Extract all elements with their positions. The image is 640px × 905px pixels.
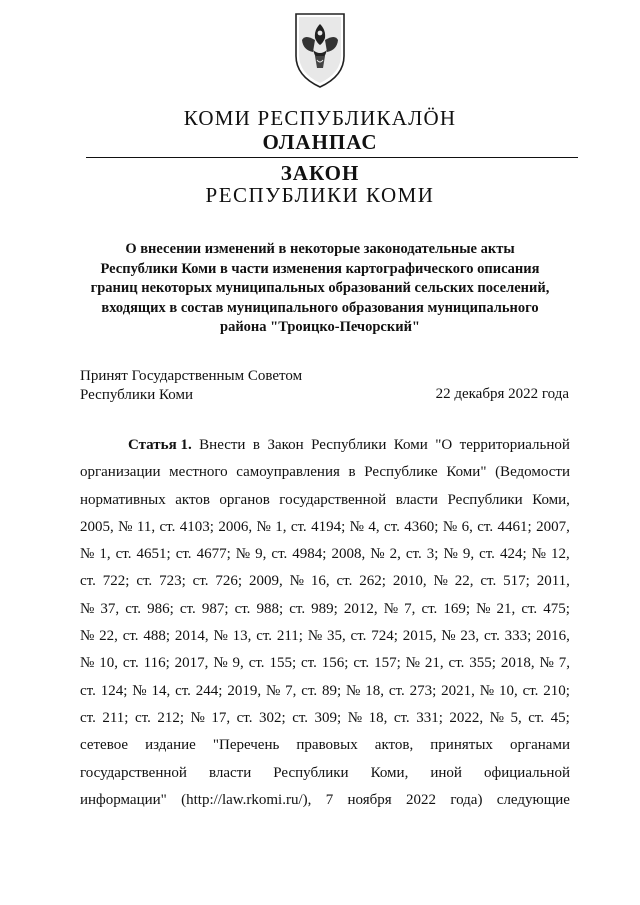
word: ст. [521,600,538,617]
article-line [80,596,570,623]
word: 7, [404,600,416,617]
law-title-line: Республики Коми в части изменения картографического описания [100,260,540,277]
word: ст. [448,655,465,672]
word: 17, [211,709,231,726]
article-line [80,760,570,787]
word: ст. [80,682,96,699]
word: 211; [102,709,129,726]
word: 2017, [174,655,209,672]
word: в [252,437,260,453]
article-line [80,705,570,732]
word: 2008, [331,546,366,563]
article-line [80,541,570,568]
law-title-line: границ некоторых муниципальных образований сельских поселений, [90,280,550,296]
adopted-by-line: Принят Государственным Советом [80,368,303,384]
word: 517; [503,573,530,590]
word: 331; [416,709,443,726]
article-label: Статья 1. [128,437,192,453]
word: (Ведомости [495,464,570,481]
word: ст. [336,573,353,590]
word: актов, [374,737,414,754]
word: Республики [447,491,523,508]
article-line [80,568,570,595]
word: 262; [359,573,386,590]
word: принятых [430,737,493,754]
word: 10, [99,655,118,672]
law-title-line: О внесении изменений в некоторые законодательные акты [125,241,515,257]
word: Внести [199,437,246,453]
word: № [80,546,95,563]
word: 2019, [227,682,262,699]
word: 987; [201,600,229,617]
word: 124; [100,682,128,699]
word: 244; [195,682,223,699]
komi-law-heading: ОЛАНПАС [262,130,378,154]
word: 2012, [343,600,378,617]
word: органов [219,491,270,508]
word: 212; [157,709,185,726]
word: 35, [326,628,346,645]
word: 2021, [441,682,475,699]
word: 4651; [136,546,171,563]
word: 22, [454,573,474,590]
word: 333; [504,628,532,645]
law-title [80,240,560,338]
word: № [442,518,458,535]
word: № [349,518,364,535]
word: 726; [215,573,243,590]
law-title-line: входящих в состав муниципального образования муниципального [101,299,539,316]
word: 2015, [402,628,437,645]
article-line [80,732,570,759]
word: № [441,628,456,645]
word: № [383,600,399,617]
word: № [118,518,133,535]
word: 424; [499,546,527,563]
word: информации" [80,791,167,808]
word: ст. [234,600,251,617]
word: 4461; [497,518,532,535]
word: 7 [325,791,334,808]
word: 4984; [292,546,327,563]
word: 2, [389,546,401,563]
word: ст. [350,628,367,645]
word: № [347,709,363,726]
word: 18, [365,682,384,699]
word: 169; [443,600,471,617]
word: государственной [279,491,387,508]
word: Коми, [532,491,570,508]
word: № [476,600,491,617]
word: 475; [543,600,570,617]
word: ст. [528,709,545,726]
word: 13, [232,628,252,645]
article-1-text [80,432,570,814]
word: ст. [480,573,497,590]
word: 722; [102,573,130,590]
word: 7, [558,655,570,672]
word: ст. [479,546,495,563]
word: ст. [290,518,307,535]
word: № [213,655,228,672]
word: Республики [311,437,387,453]
word: 18, [368,709,388,726]
word: 302; [259,709,286,726]
word: 1, [99,546,111,563]
article-line [80,650,570,677]
adopted-by-line: Республики Коми [80,387,193,403]
word: "Перечень [212,737,280,754]
word: № [132,682,147,699]
word: в [348,464,356,481]
law-title-line: района "Троицко-Печорский" [220,319,420,335]
word: ст. [256,628,273,645]
word: ст. [248,655,265,672]
header-divider [86,157,578,158]
word: Закон [267,437,304,453]
word: ст. [80,573,96,590]
word: официальной [484,764,570,781]
word: 14, [151,682,171,699]
word: ст. [405,546,422,563]
article-line [80,487,570,514]
word: территориальной [459,437,570,453]
article-line [80,459,570,486]
law-heading: ЗАКОН [280,161,360,185]
word: ст. [136,573,153,590]
word: ст. [159,518,176,535]
word: 11, [136,518,156,535]
word: (http://law.rkomi.ru/), [181,791,312,808]
word: иной [430,764,462,781]
word: № [213,628,228,645]
word: "О [435,437,453,453]
word: ст. [292,709,309,726]
word: 2011, [536,573,570,590]
word: ст. [125,600,142,617]
word: ст. [393,709,410,726]
article-line [80,623,570,650]
komi-republic-heading: КОМИ РЕСПУБЛИКАЛÖН [183,106,457,130]
word: Республике [364,464,438,481]
word: 157; [374,655,401,672]
word: Коми" [446,464,487,481]
komi-coat-of-arms-icon [293,10,347,90]
word: 89; [322,682,342,699]
word: № [190,709,205,726]
adoption-statement [80,367,302,405]
word: 4103; [179,518,214,535]
article-line [80,432,570,459]
word: 989; [311,600,338,617]
word: 9, [462,546,475,563]
word: местного [169,464,228,481]
word: 21, [424,655,444,672]
article-line [80,678,570,705]
word: власти [208,764,252,781]
republic-heading: РЕСПУБЛИКИ КОМИ [205,183,435,207]
word: 211; [276,628,303,645]
word: ст. [135,709,151,726]
word: государственной [80,764,187,781]
adoption-date: 22 декабря 2022 года [435,386,569,402]
word: 309; [314,709,342,726]
word: 723; [159,573,186,590]
word: ст. [175,546,192,563]
word: 986; [147,600,174,617]
word: № [289,573,304,590]
word: 116; [143,655,170,672]
word: ст. [192,573,209,590]
word: года) [450,791,483,808]
word: 355; [469,655,496,672]
word: № [479,682,495,699]
word: № [370,546,385,563]
word: 37, [100,600,120,617]
word: ст. [301,682,318,699]
word: 2010, [392,573,427,590]
word: № [405,655,420,672]
word: 12, [551,546,570,563]
word: ст. [421,600,438,617]
word: Республики [273,764,349,781]
word: ст. [477,518,494,535]
word: 488; [143,628,171,645]
word: Коми, [370,764,409,781]
word: № [80,628,95,645]
word: 22, [99,628,118,645]
word: ст. [122,628,139,645]
word: 156; [321,655,349,672]
word: № [346,682,361,699]
word: актов [175,491,210,508]
word: 4, [368,518,380,535]
word: ст. [115,546,132,563]
article-line [80,514,570,541]
word: самоуправления [236,464,340,481]
word: 5, [510,709,522,726]
word: ст. [271,546,288,563]
word: Коми [393,437,428,453]
word: 2009, [248,573,283,590]
word: 21, [496,600,516,617]
word: 2016, [536,628,570,645]
word: правовых [296,737,358,754]
word: 988; [256,600,284,617]
word: № [489,709,504,726]
word: ст. [80,709,96,726]
word: 2022 [406,791,437,808]
word: ст. [353,655,370,672]
word: ст. [522,682,539,699]
word: 4360; [404,518,439,535]
word: 2006, [218,518,253,535]
word: 7, [285,682,297,699]
word: 9, [232,655,244,672]
word: № [265,682,281,699]
word: ст. [122,655,139,672]
word: № [235,546,251,563]
word: № [539,655,554,672]
word: № [256,518,271,535]
word: ст. [484,628,500,645]
word: № [531,546,546,563]
word: 9, [255,546,267,563]
word: 45; [550,709,570,726]
word: 2022, [449,709,484,726]
word: 3; [426,546,439,563]
word: ноября [347,791,392,808]
word: организации [80,464,161,481]
word: ст. [384,518,400,535]
word: следующие [496,791,570,808]
word: ст. [301,655,317,672]
word: органами [509,737,570,754]
word: № [80,655,95,672]
word: 6, [461,518,473,535]
word: 4677; [196,546,231,563]
word: 4194; [311,518,346,535]
word: № [443,546,458,563]
word: 23, [460,628,480,645]
word: 16, [310,573,330,590]
word: 2018, [500,655,535,672]
word: 724; [371,628,398,645]
word: 1, [275,518,287,535]
word: 2005, [80,518,114,535]
word: нормативных [80,491,166,508]
word: № [80,600,95,617]
word: 2007, [536,518,570,535]
word: 210; [543,682,570,699]
word: власти [395,491,438,508]
word: ст. [388,682,405,699]
word: № [433,573,448,590]
word: 2014, [174,628,209,645]
word: ст. [175,682,191,699]
word: 155; [269,655,297,672]
word: ст. [179,600,196,617]
word: издание [145,737,196,754]
word: 10, [498,682,518,699]
word: ст. [236,709,253,726]
word: 273; [409,682,437,699]
word: № [307,628,323,645]
article-line [80,787,570,814]
word: сетевое [80,737,129,754]
word: ст. [289,600,306,617]
